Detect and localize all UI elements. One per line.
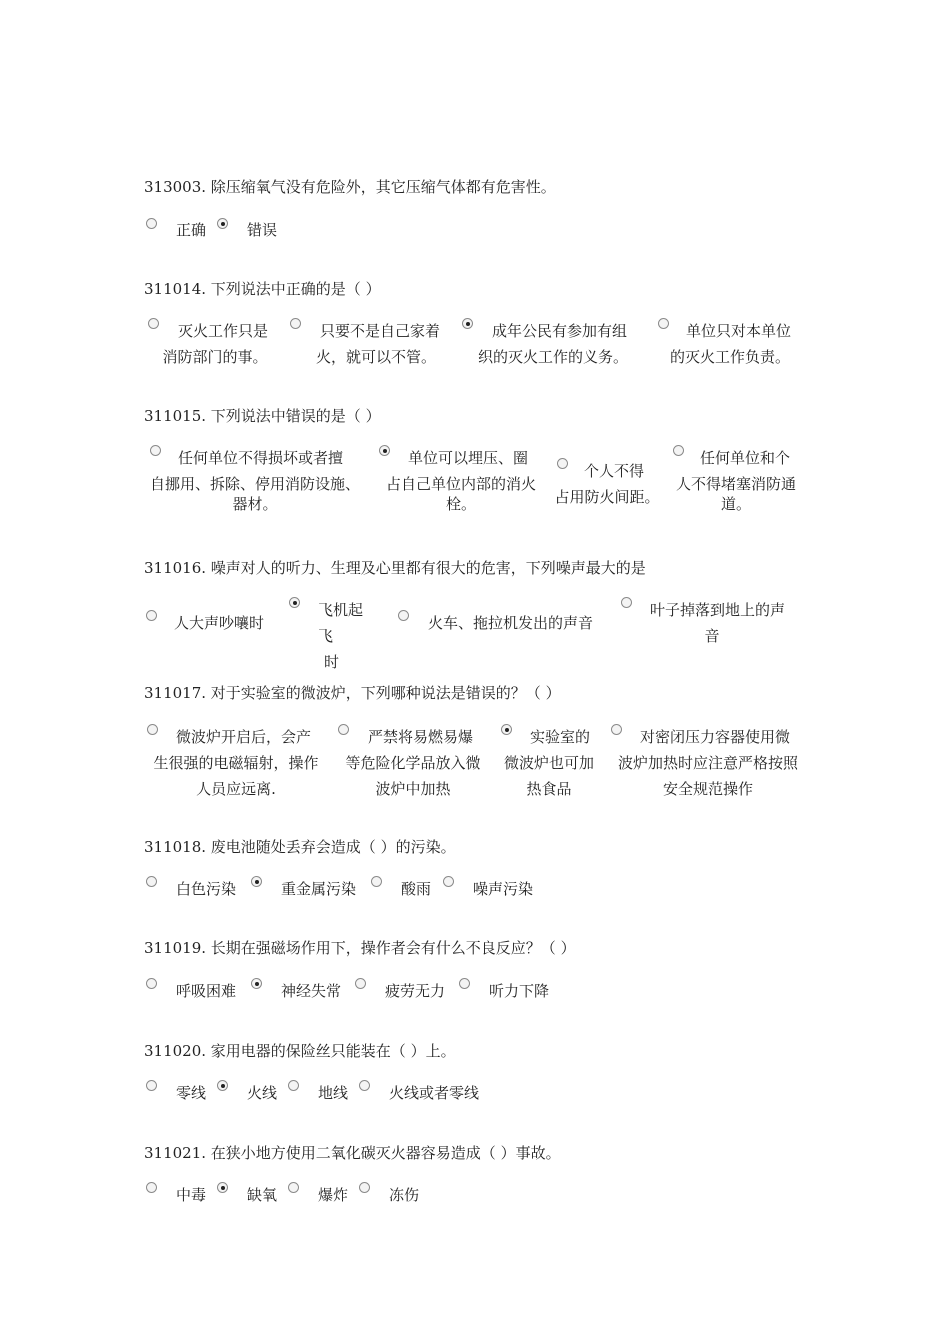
question-text: 311016. 噪声对人的听力、生理及心里都有很大的危害，下列噪声最大的是 xyxy=(144,559,646,577)
question-text: 311018. 废电池随处丢弃会造成（ ）的污染。 xyxy=(144,838,456,856)
option-label: 叶子掉落到地上的声 音 xyxy=(650,601,786,645)
option-label: 噪声污染 xyxy=(473,880,534,898)
radio-button-selected[interactable] xyxy=(217,218,228,229)
radio-button[interactable] xyxy=(146,218,157,229)
option-label: 对密闭压力容器使用微 波炉加热时应注意严格按照 安全规范操作 xyxy=(617,728,798,798)
option-label: 微波炉开启后，会产 生很强的电磁辐射，操作 人员应远离. xyxy=(153,728,319,798)
option-label: 正确 xyxy=(176,221,207,239)
option-label: 个人不得 占用防火间距。 xyxy=(554,462,660,506)
radio-button[interactable] xyxy=(371,876,382,887)
option-label: 单位可以埋压、圈 占自己单位内部的消火 栓。 xyxy=(385,449,536,513)
option-label: 中毒 xyxy=(176,1186,207,1204)
radio-button[interactable] xyxy=(146,978,157,989)
option-label: 任何单位和个 人不得堵塞消防通 道。 xyxy=(675,449,796,513)
radio-button[interactable] xyxy=(146,1182,157,1193)
option-label: 成年公民有参加有组 织的灭火工作的义务。 xyxy=(477,322,628,366)
radio-button[interactable] xyxy=(146,610,157,621)
option-label: 神经失常 xyxy=(281,982,342,1000)
radio-button[interactable] xyxy=(288,1080,299,1091)
option-label: 地线 xyxy=(318,1084,349,1102)
option-label: 火车、拖拉机发出的声音 xyxy=(428,614,594,632)
radio-button[interactable] xyxy=(459,978,470,989)
radio-button[interactable] xyxy=(359,1080,370,1091)
radio-button[interactable] xyxy=(355,978,366,989)
option-label: 飞机起飞 时 xyxy=(318,601,364,671)
question-text: 311021. 在狭小地方使用二氧化碳灭火器容易造成（ ）事故。 xyxy=(144,1144,561,1162)
radio-button[interactable] xyxy=(146,876,157,887)
option-label: 爆炸 xyxy=(318,1186,349,1204)
option-label: 严禁将易燃易爆 等危险化学品放入微 波炉中加热 xyxy=(345,728,481,798)
option-label: 任何单位不得损坏或者擅 自挪用、拆除、停用消防设施、 器材。 xyxy=(149,449,360,513)
option-label: 疲劳无力 xyxy=(385,982,446,1000)
option-label: 错误 xyxy=(247,221,278,239)
option-label: 酸雨 xyxy=(401,880,432,898)
option-label: 冻伤 xyxy=(389,1186,420,1204)
option-label: 实验室的 微波炉也可加 热食品 xyxy=(503,728,594,798)
option-label: 火线或者零线 xyxy=(389,1084,480,1102)
radio-button-selected[interactable] xyxy=(251,978,262,989)
radio-button[interactable] xyxy=(443,876,454,887)
option-label: 呼吸困难 xyxy=(176,982,237,1000)
option-label: 缺氧 xyxy=(247,1186,278,1204)
option-label: 只要不是自己家着 火，就可以不管。 xyxy=(315,322,441,366)
option-label: 人大声吵嚷时 xyxy=(174,614,265,632)
radio-button-selected[interactable] xyxy=(217,1080,228,1091)
option-label: 灭火工作只是 消防部门的事。 xyxy=(162,322,269,366)
option-label: 听力下降 xyxy=(489,982,550,1000)
radio-button-selected[interactable] xyxy=(217,1182,228,1193)
question-text: 311014. 下列说法中正确的是（ ） xyxy=(144,280,381,298)
option-label: 白色污染 xyxy=(176,880,237,898)
question-text: 311019. 长期在强磁场作用下，操作者会有什么不良反应？（ ） xyxy=(144,939,576,957)
radio-button[interactable] xyxy=(398,610,409,621)
radio-button-selected[interactable] xyxy=(251,876,262,887)
question-text: 311020. 家用电器的保险丝只能装在（ ）上。 xyxy=(144,1042,456,1060)
option-label: 火线 xyxy=(247,1084,278,1102)
question-text: 311015. 下列说法中错误的是（ ） xyxy=(144,407,381,425)
option-label: 零线 xyxy=(176,1084,207,1102)
radio-button[interactable] xyxy=(359,1182,370,1193)
option-label: 重金属污染 xyxy=(281,880,357,898)
radio-button[interactable] xyxy=(288,1182,299,1193)
radio-button[interactable] xyxy=(146,1080,157,1091)
option-label: 单位只对本单位 的灭火工作负责。 xyxy=(669,322,792,366)
question-text: 313003. 除压缩氧气没有危险外，其它压缩气体都有危害性。 xyxy=(144,178,556,196)
question-text: 311017. 对于实验室的微波炉，下列哪种说法是错误的？（ ） xyxy=(144,684,561,702)
